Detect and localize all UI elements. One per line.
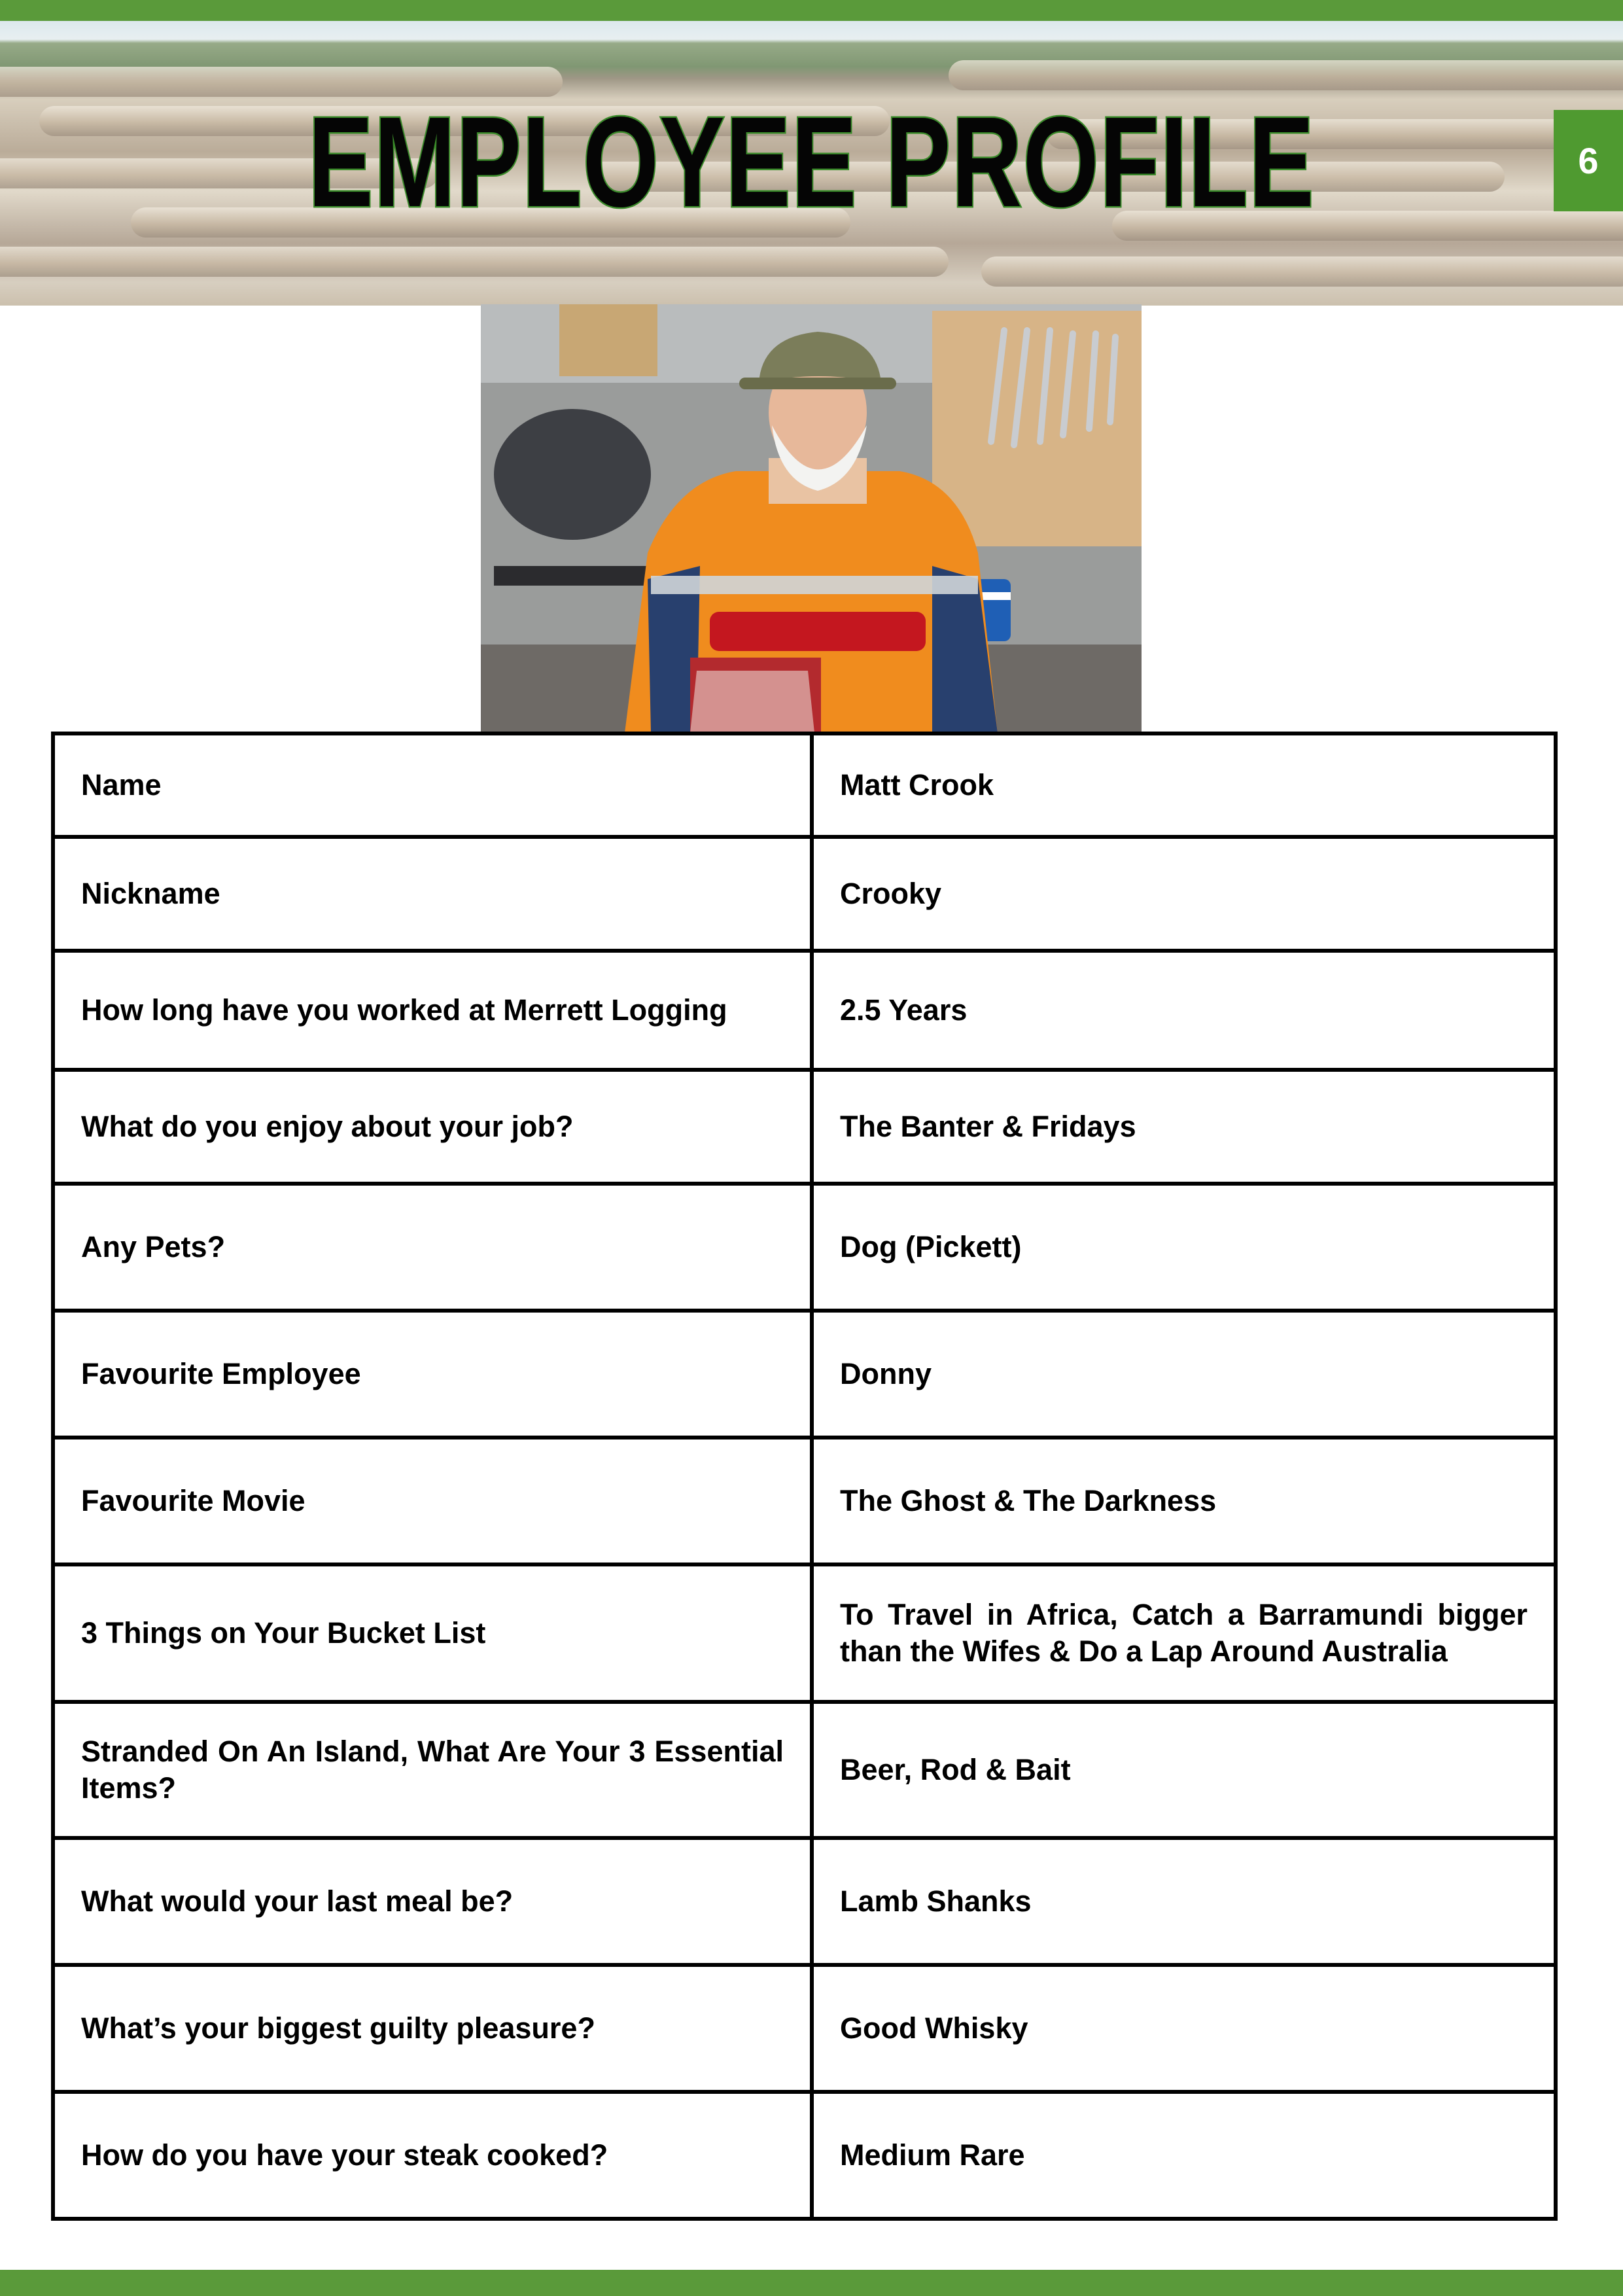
table-row <box>53 1184 1556 1311</box>
table-row <box>53 733 1556 837</box>
page-title: EMPLOYEE PROFILE <box>308 90 1315 234</box>
page-number-badge: 6 <box>1554 110 1623 211</box>
answer-cell: To Travel in Africa, Catch a Barramundi bigger than the Wifes & Do a Lap Around Australia <box>812 1564 1556 1702</box>
answer-cell: Medium Rare <box>812 2092 1556 2219</box>
answer-cell: The Ghost & The Darkness <box>812 1438 1556 1564</box>
table-row <box>53 951 1556 1070</box>
answer-cell: Lamb Shanks <box>812 1838 1556 1965</box>
table-row <box>53 2092 1556 2219</box>
table-row <box>53 1070 1556 1184</box>
bottom-accent-bar <box>0 2270 1623 2296</box>
question-cell: Favourite Employee <box>53 1311 812 1438</box>
table-row <box>53 1702 1556 1838</box>
question-cell: 3 Things on Your Bucket List <box>53 1564 812 1702</box>
employee-profile-table <box>51 732 1558 2221</box>
question-cell: How do you have your steak cooked? <box>53 2092 812 2219</box>
employee-photo <box>481 304 1142 733</box>
question-cell: What do you enjoy about your job? <box>53 1070 812 1184</box>
question-cell: What’s your biggest guilty pleasure? <box>53 1965 812 2092</box>
answer-cell: Beer, Rod & Bait <box>812 1702 1556 1838</box>
question-cell: Favourite Movie <box>53 1438 812 1564</box>
table-row <box>53 1564 1556 1702</box>
table-row <box>53 1438 1556 1564</box>
answer-cell: The Banter & Fridays <box>812 1070 1556 1184</box>
question-cell: Name <box>53 733 812 837</box>
answer-cell: Crooky <box>812 837 1556 951</box>
question-cell: What would your last meal be? <box>53 1838 812 1965</box>
question-cell: Stranded On An Island, What Are Your 3 Essential Items? <box>53 1702 812 1838</box>
top-accent-bar <box>0 0 1623 21</box>
table-row <box>53 1311 1556 1438</box>
question-cell: How long have you worked at Merrett Logging <box>53 951 812 1070</box>
answer-cell: Donny <box>812 1311 1556 1438</box>
table-row <box>53 1965 1556 2092</box>
answer-cell: Good Whisky <box>812 1965 1556 2092</box>
answer-cell: Matt Crook <box>812 733 1556 837</box>
table-row <box>53 837 1556 951</box>
table-row <box>53 1838 1556 1965</box>
answer-cell: 2.5 Years <box>812 951 1556 1070</box>
question-cell: Nickname <box>53 837 812 951</box>
answer-cell: Dog (Pickett) <box>812 1184 1556 1311</box>
question-cell: Any Pets? <box>53 1184 812 1311</box>
